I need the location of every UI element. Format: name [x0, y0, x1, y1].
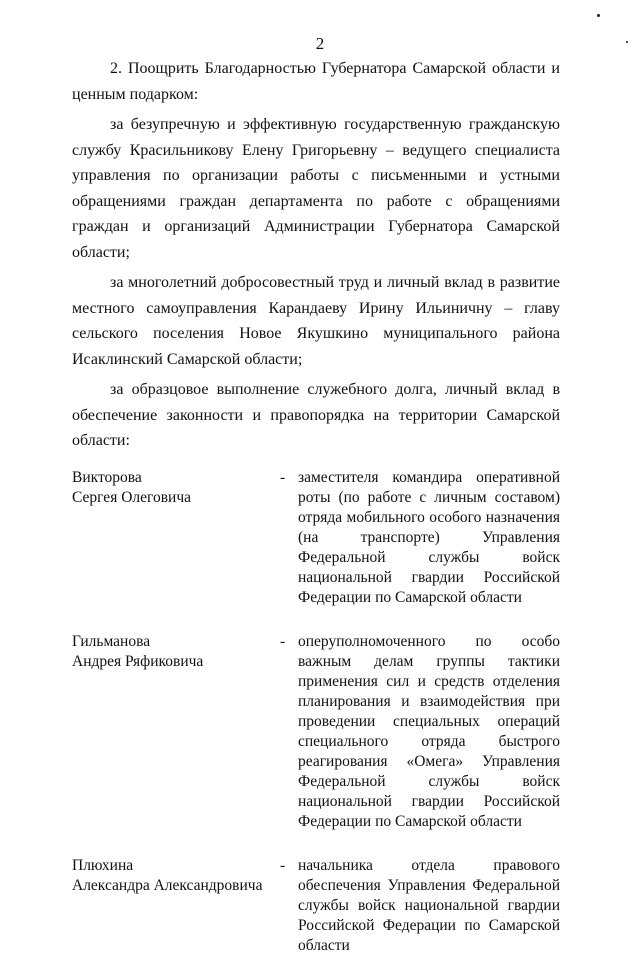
- awardee-list: [72, 468, 560, 956]
- scan-speck: [597, 14, 600, 17]
- awardee-row: [72, 856, 560, 956]
- awardee-dash: -: [280, 632, 286, 650]
- awardee-position: начальника отдела правового обеспечения Управления Федеральной службы войск национальной гвардии Российской Федерации по Самарской области: [298, 856, 560, 954]
- awardee-position: оперуполномоченного по особо важным делам группы тактики применения сил и средств отделения планирования и взаимодействия при проведении специальных операций специального отряда быстрого реагирования «Омега» Управления Федеральной службы войск национальной гвардии Российской Федерации по Самарской области: [298, 632, 560, 830]
- awardee-given-names: Александра Александровича: [72, 876, 263, 894]
- awardee-given-names: Сергея Олеговича: [72, 488, 192, 506]
- awardee-dash: -: [280, 856, 286, 874]
- awardee-name: [72, 632, 280, 672]
- awardee-surname: Викторова: [72, 468, 142, 486]
- document-body: [72, 56, 560, 980]
- paragraph-2: за безупречную и эффективную государственную гражданскую службу Красильникову Елену Григорьевну – ведущего специалиста управления по организации работы с письменными и устными обращениями граждан департамента по работе с обращениями граждан и организаций Администрации Губернатора Самарской области;: [72, 116, 560, 261]
- awardee-name: [72, 856, 280, 896]
- awardee-surname: Гильманова: [72, 632, 151, 650]
- awardee-position: заместителя командира оперативной роты (по работе с личным составом) отряда мобильного особого назначения (на транспорте) Управления Федеральной службы войск национальной гвардии Российской Федерации по Самарской области: [298, 468, 560, 606]
- awardee-given-names: Андрея Ряфиковича: [72, 652, 204, 670]
- awardee-row: [72, 468, 560, 608]
- paragraph-3: за многолетний добросовестный труд и личный вклад в развитие местного самоуправления Карандаеву Ирину Ильиничну – главу сельского поселения Новое Якушкино муниципального района Исаклинский Самарской области;: [72, 274, 560, 368]
- awardee-name: [72, 468, 280, 508]
- awardee-row: [72, 632, 560, 832]
- awardee-surname: Плюхина: [72, 856, 134, 874]
- paragraph-4: за образцовое выполнение служебного долга, личный вклад в обеспечение законности и правопорядка на территории Самарской области:: [72, 381, 560, 449]
- awardee-dash: -: [280, 468, 286, 486]
- page-number: 2: [315, 34, 325, 53]
- paragraph-1: 2. Поощрить Благодарностью Губернатора Самарской области и ценным подарком:: [72, 60, 560, 103]
